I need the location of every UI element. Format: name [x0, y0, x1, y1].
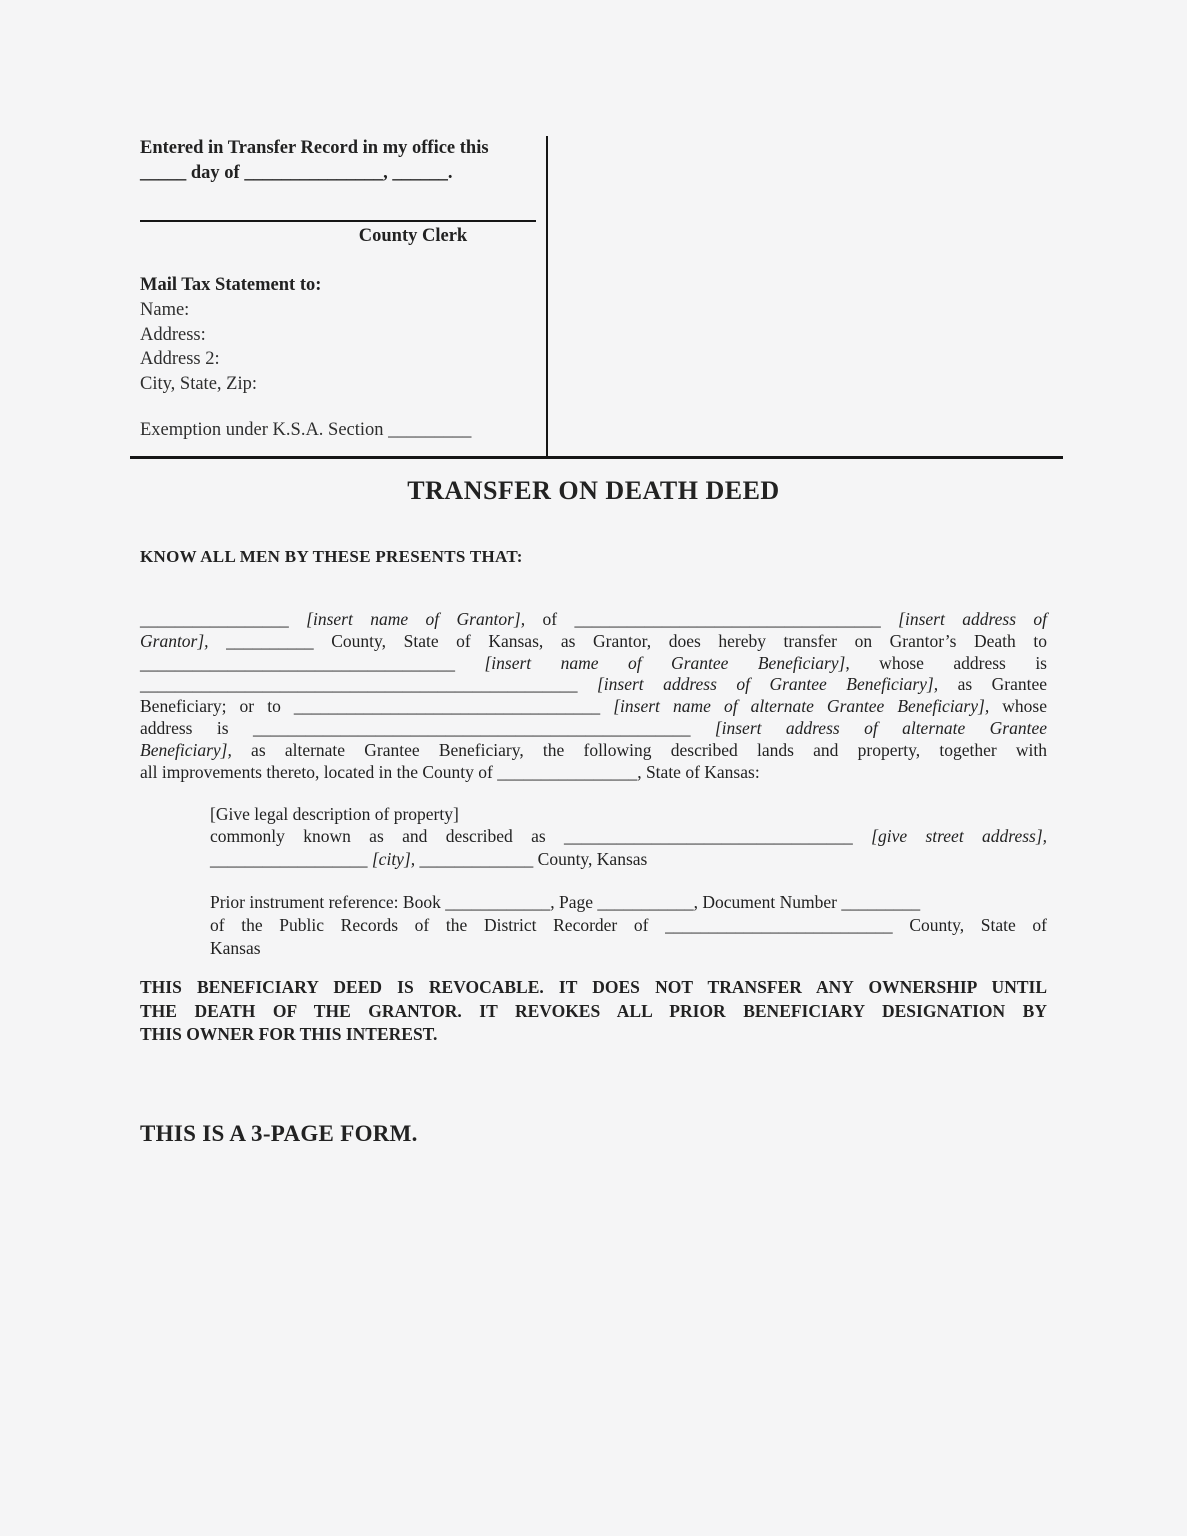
- text-segment: [insert address of Grantee Beneficiary],: [596, 674, 939, 695]
- text-segment: _____________ County, Kansas: [415, 848, 648, 869]
- body-text-line: [140, 762, 1047, 784]
- text-segment: _________________________________: [564, 826, 872, 847]
- text-segment: Address:: [140, 324, 206, 345]
- body-text-line: [140, 696, 1047, 718]
- mail-address-fields: [140, 298, 536, 396]
- text-segment: THIS OWNER FOR THIS INTEREST.: [140, 1024, 438, 1045]
- prior-instrument-block: [210, 891, 1047, 961]
- text-segment: whose: [989, 696, 1047, 717]
- mail-field-label: [140, 372, 536, 397]
- mail-tax-heading: Mail Tax Statement to:: [140, 275, 322, 295]
- text-segment: Beneficiary],: [140, 739, 232, 760]
- text-segment: [insert address of alternate Grantee: [714, 717, 1047, 738]
- text-segment: ____________________________________: [140, 652, 485, 673]
- body-text-line: [140, 653, 1047, 675]
- body-text-line: [140, 740, 1047, 762]
- text-segment: City, State, Zip:: [140, 373, 257, 394]
- text-segment: __________________________________________________: [252, 717, 715, 738]
- text-segment: Grantor],: [140, 630, 209, 651]
- legal-text-line: [210, 803, 1047, 825]
- prior-text-line: [210, 937, 1047, 960]
- text-segment: THIS BENEFICIARY DEED IS REVOCABLE. IT DOES NOT TRANSFER ANY OWNERSHIP UNTIL: [140, 977, 1047, 997]
- notice-text-line: [140, 976, 1047, 1000]
- legal-text-line: [210, 825, 1047, 847]
- entered-record-line2: _____ day of _______________, ______.: [140, 163, 453, 183]
- text-segment: of the Public Records of the District Recorder of __________________________ County, State of: [210, 915, 1047, 936]
- body-text-line: [140, 609, 1047, 631]
- text-segment: ___________________________________: [574, 609, 899, 629]
- body-text-line: [140, 674, 1047, 696]
- text-segment: [city],: [371, 848, 416, 869]
- body-text-line: [140, 718, 1047, 740]
- text-segment: __________________________________________________: [140, 674, 597, 695]
- mail-field-label: [140, 298, 536, 323]
- county-clerk-label: County Clerk: [358, 226, 468, 246]
- vertical-divider: [546, 136, 548, 457]
- signature-line: [140, 220, 536, 222]
- text-segment: whose address is: [849, 652, 1047, 673]
- section-divider: [130, 456, 1063, 459]
- text-segment: THE DEATH OF THE GRANTOR. IT REVOKES ALL PRIOR BENEFICIARY DESIGNATION BY: [140, 1000, 1047, 1021]
- notice-text-line: [140, 1000, 1047, 1024]
- text-segment: Prior instrument reference: Book ____________, Page ___________, Document Number _________: [210, 892, 921, 912]
- salutation-heading: KNOW ALL MEN BY THESE PRESENTS THAT:: [140, 547, 523, 566]
- text-segment: commonly known as and described as: [210, 826, 565, 847]
- text-segment: [insert name of Grantor],: [306, 609, 526, 629]
- document-title: TRANSFER ON DEATH DEED: [407, 476, 780, 505]
- legal-text-line: [210, 848, 1047, 870]
- text-segment: as alternate Grantee Beneficiary, the following described lands and property, together with: [231, 739, 1047, 760]
- prior-text-line: [210, 891, 1047, 914]
- text-segment: [insert name of alternate Grantee Beneficiary],: [613, 696, 990, 717]
- page-count-note: THIS IS A 3-PAGE FORM.: [140, 1121, 418, 1146]
- exemption-line: Exemption under K.S.A. Section _________: [140, 420, 472, 440]
- text-segment: Address 2:: [140, 349, 220, 369]
- revocation-notice: [140, 976, 1047, 1047]
- legal-description-block: [210, 803, 1047, 870]
- text-segment: Name:: [140, 300, 190, 320]
- text-segment: all improvements thereto, located in the County of ________________, State of Kansas:: [140, 761, 760, 782]
- text-segment: [insert address of: [898, 609, 1048, 629]
- text-segment: _________________: [140, 609, 307, 629]
- body-text-line: [140, 631, 1047, 653]
- text-segment: ___________________________________: [293, 696, 614, 717]
- text-segment: Beneficiary; or to: [140, 696, 294, 717]
- text-segment: __________ County, State of Kansas, as Grantor, does hereby transfer on Grantor’s Death to: [208, 630, 1047, 651]
- notice-text-line: [140, 1023, 1047, 1047]
- text-segment: as Grantee: [938, 674, 1047, 695]
- text-segment: Kansas: [210, 938, 261, 959]
- text-segment: [give street address],: [871, 826, 1048, 847]
- text-segment: [Give legal description of property]: [210, 804, 459, 824]
- prior-text-line: [210, 914, 1047, 937]
- text-segment: __________________: [210, 848, 372, 869]
- grantor-grantee-paragraph: [140, 609, 1047, 783]
- transfer-record-box: [140, 136, 536, 443]
- text-segment: address is: [140, 717, 253, 738]
- entered-record-line1: Entered in Transfer Record in my office this: [140, 138, 489, 158]
- mail-field-label: [140, 347, 536, 372]
- mail-field-label: [140, 323, 536, 348]
- text-segment: of: [525, 609, 575, 629]
- text-segment: [insert name of Grantee Beneficiary],: [484, 652, 850, 673]
